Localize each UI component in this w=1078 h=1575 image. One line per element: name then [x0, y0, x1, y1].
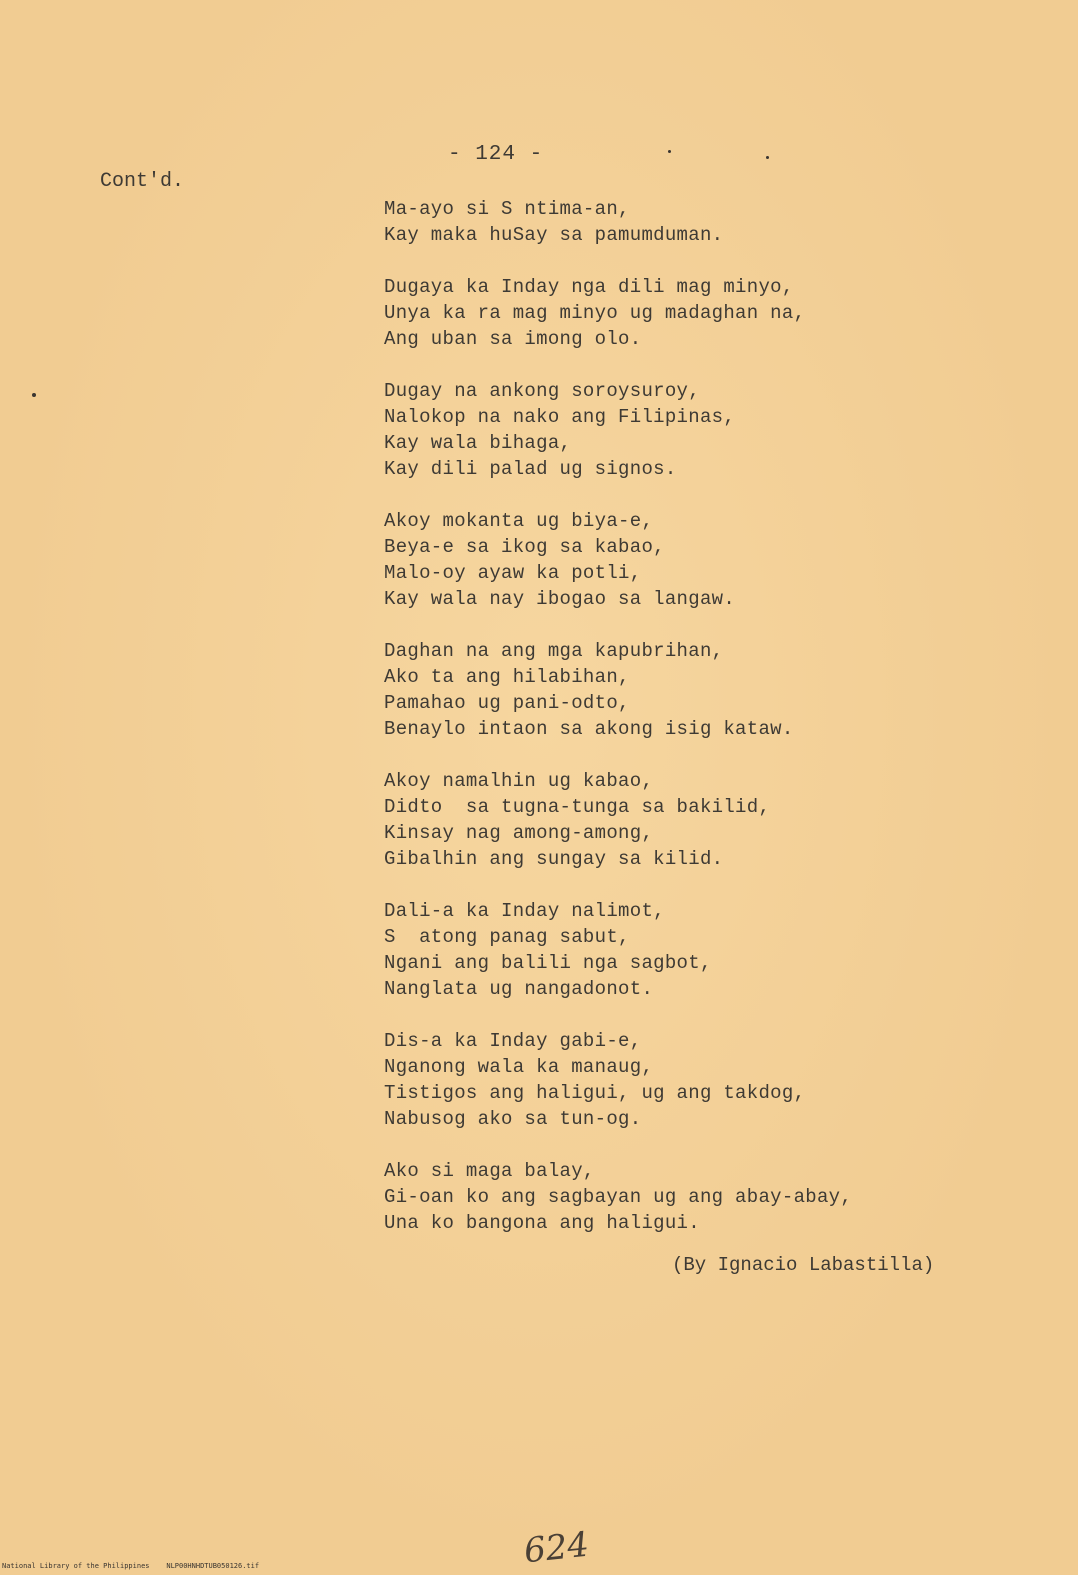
archive-footer: National Library of the Philippines NLP00HNHDTUB050126.tif	[2, 1562, 260, 1570]
poem-line: Daghan na ang mga kapubrihan,	[384, 640, 724, 662]
stanza-5	[384, 638, 984, 742]
poem-line: Kay wala nay ibogao sa langaw.	[384, 588, 736, 610]
poem-line: Gibalhin ang sungay sa kilid.	[384, 848, 724, 870]
poem-line: Kay dili palad ug signos.	[384, 458, 677, 480]
poem-line: Dis-a ka Inday gabi-e,	[384, 1030, 642, 1052]
page-number: - 124 -	[448, 143, 544, 166]
poem-line: Dali-a ka Inday nalimot,	[384, 900, 665, 922]
poem-line: Ma-ayo si S ntima-an,	[384, 198, 630, 220]
poem-line: Didto sa tugna-tunga sa bakilid,	[384, 796, 771, 818]
poem-line: Akoy mokanta ug biya-e,	[384, 510, 654, 532]
poem-line: Benaylo intaon sa akong isig kataw.	[384, 718, 794, 740]
poem-line: S atong panag sabut,	[384, 926, 630, 948]
stanza-8	[384, 1028, 984, 1132]
poem-line: Kay wala bihaga,	[384, 432, 572, 454]
handwritten-page-number: 624	[522, 1524, 591, 1572]
poem-line: Kinsay nag among-among,	[384, 822, 654, 844]
stanza-9	[384, 1158, 984, 1236]
poem-line: Unya ka ra mag minyo ug madaghan na,	[384, 302, 806, 324]
continued-label: Cont'd.	[100, 170, 185, 193]
poem-line: Kay maka huSay sa pamumduman.	[384, 224, 724, 246]
stanza-6	[384, 768, 984, 872]
author-attribution: (By Ignacio Labastilla)	[672, 1254, 935, 1276]
poem-line: Una ko bangona ang haligui.	[384, 1212, 700, 1234]
poem-line: Nabusog ako sa tun-og.	[384, 1108, 642, 1130]
poem-line: Malo-oy ayaw ka potli,	[384, 562, 642, 584]
poem-line: Dugaya ka Inday nga dili mag minyo,	[384, 276, 794, 298]
poem-line: Beya-e sa ikog sa kabao,	[384, 536, 665, 558]
poem-line: Nalokop na nako ang Filipinas,	[384, 406, 736, 428]
poem-line: Tistigos ang haligui, ug ang takdog,	[384, 1082, 806, 1104]
poem-line: Akoy namalhin ug kabao,	[384, 770, 654, 792]
stanza-4	[384, 508, 984, 612]
poem-line: Ako si maga balay,	[384, 1160, 595, 1182]
stanza-2	[384, 274, 984, 352]
poem-line: Nganong wala ka manaug,	[384, 1056, 654, 1078]
poem-line: Gi-oan ko ang sagbayan ug ang abay-abay,	[384, 1186, 853, 1208]
poem-line: Ngani ang balili nga sagbot,	[384, 952, 712, 974]
stanza-1	[384, 196, 984, 248]
stanza-3	[384, 378, 984, 482]
stanza-7	[384, 898, 984, 1002]
ink-speck	[32, 393, 36, 397]
ink-speck	[668, 150, 671, 153]
poem	[384, 196, 984, 1262]
poem-line: Dugay na ankong soroysuroy,	[384, 380, 700, 402]
poem-line: Nanglata ug nangadonot.	[384, 978, 654, 1000]
poem-line: Ang uban sa imong olo.	[384, 328, 642, 350]
poem-line: Pamahao ug pani-odto,	[384, 692, 630, 714]
ink-speck	[766, 156, 769, 159]
poem-line: Ako ta ang hilabihan,	[384, 666, 630, 688]
